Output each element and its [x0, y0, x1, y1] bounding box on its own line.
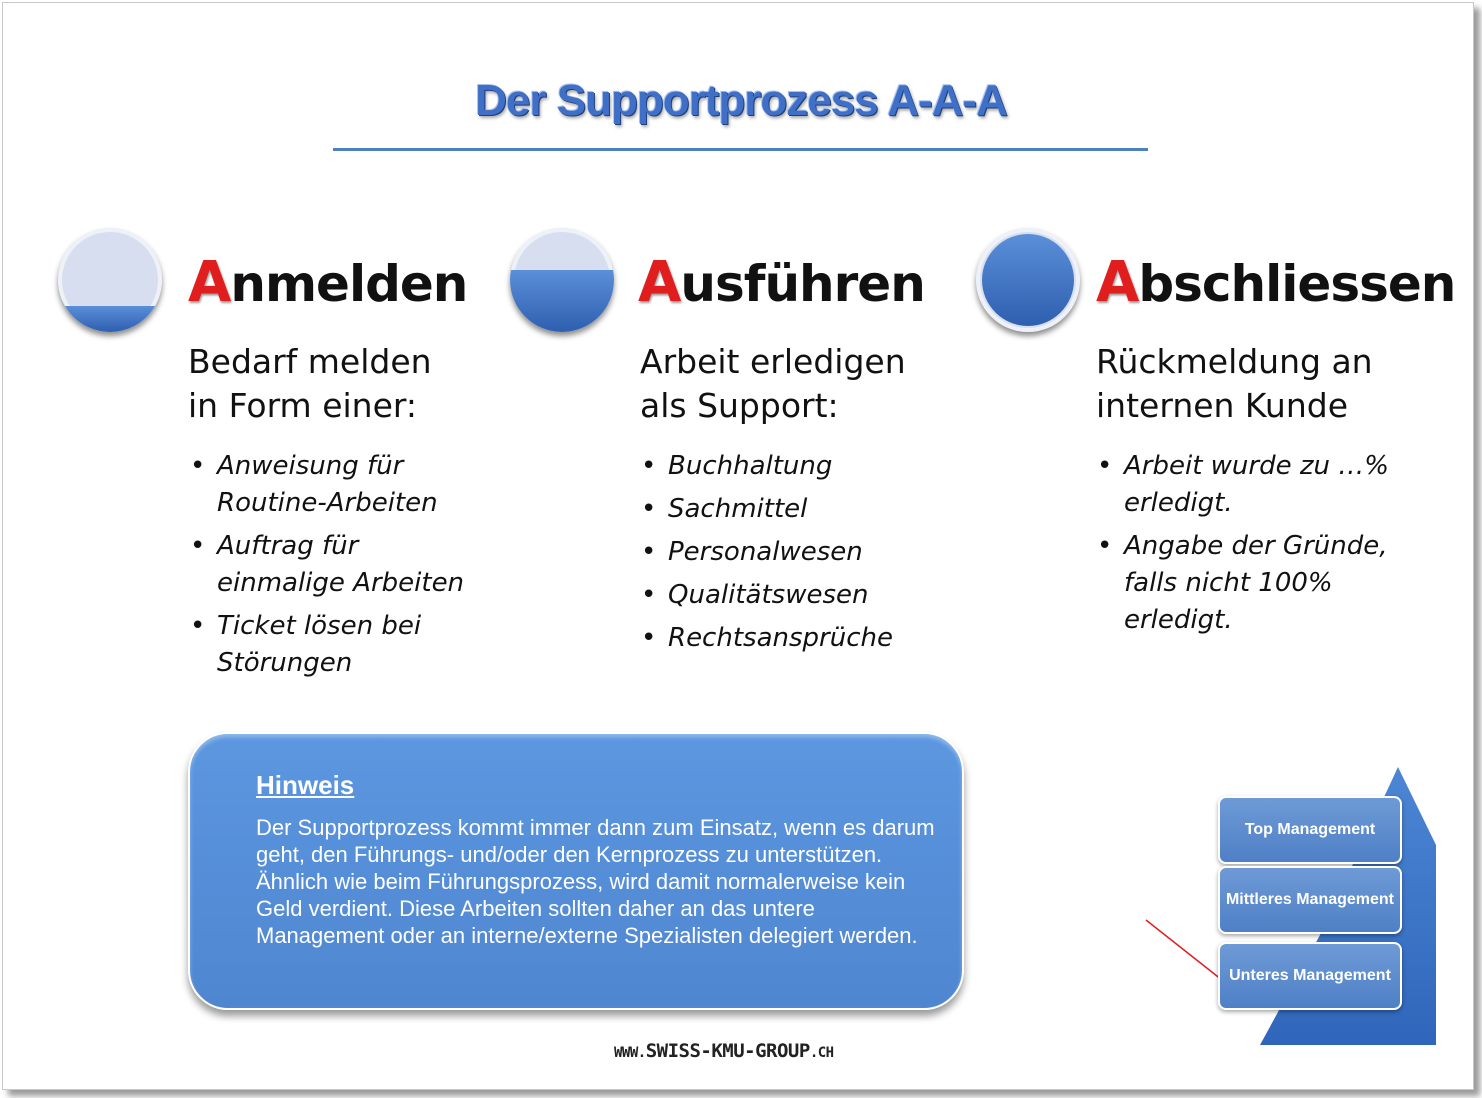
progress-circle-2: [510, 228, 614, 332]
page-title: Der Supportprozess A-A-A: [475, 76, 1007, 125]
step-heading-ausfuehren: [638, 250, 925, 315]
progress-circle-3: [976, 228, 1080, 332]
footer-prefix: WWW.: [614, 1045, 646, 1061]
step-subtitle: [640, 340, 906, 428]
step-initial-letter: A: [1096, 250, 1139, 315]
footer-domain: SWISS-KMU-GROUP: [645, 1040, 810, 1062]
step-bullet-list: [190, 448, 480, 688]
step-subtitle-line: in Form einer:: [188, 386, 417, 425]
step-heading-rest: bschliessen: [1138, 255, 1456, 313]
footer-website: [614, 1040, 834, 1062]
step-heading-rest: usführen: [680, 255, 925, 313]
hint-title: Hinweis: [256, 770, 355, 800]
step-heading-rest: nmelden: [230, 255, 468, 313]
hint-text: Der Supportprozess kommt immer dann zum Einsatz, wenn es darum geht, den Führungs- und/oder den Kernprozess zu unterstützen. Ähnlich wie beim Führungsprozess, wird damit normalerweise kein Geld verdient. Diese Arbeiten sollten daher an das untere Management oder an interne/externe Spezialisten delegiert werden.: [256, 815, 935, 948]
list-item: • Auftrag für einmalige Arbeiten: [190, 528, 480, 602]
progress-circle-1: [58, 228, 162, 332]
step-subtitle: [1096, 340, 1373, 428]
step-subtitle-line: als Support:: [640, 386, 839, 425]
list-item: • Arbeit wurde zu …% erledigt.: [1097, 448, 1397, 522]
progress-circle-fill: [510, 270, 614, 332]
step-heading-anmelden: [188, 250, 467, 315]
footer-suffix: .CH: [809, 1045, 834, 1061]
step-bullet-list: [1097, 448, 1397, 645]
step-bullet-list: [641, 448, 931, 663]
title-underline: [333, 148, 1148, 151]
step-subtitle: [188, 340, 432, 428]
list-item: • Buchhaltung: [641, 448, 931, 485]
list-item: • Sachmittel: [641, 491, 931, 528]
list-item: • Rechtsansprüche: [641, 620, 931, 657]
hint-box: [188, 732, 964, 1010]
pyramid-level-top: Top Management: [1218, 796, 1402, 864]
step-subtitle-line: internen Kunde: [1096, 386, 1349, 425]
step-subtitle-line: Rückmeldung an: [1096, 342, 1373, 381]
pyramid-level-lower: Unteres Management: [1218, 942, 1402, 1010]
progress-circle-fill: [58, 306, 162, 332]
pyramid-level-middle: Mittleres Management: [1218, 866, 1402, 934]
step-subtitle-line: Bedarf melden: [188, 342, 432, 381]
pointer-line: [1146, 920, 1222, 980]
step-initial-letter: A: [638, 250, 681, 315]
step-heading-abschliessen: [1096, 250, 1455, 315]
list-item: • Ticket lösen bei Störungen: [190, 608, 480, 682]
step-initial-letter: A: [188, 250, 231, 315]
list-item: • Personalwesen: [641, 534, 931, 571]
step-subtitle-line: Arbeit erledigen: [640, 342, 906, 381]
list-item: • Angabe der Gründe, falls nicht 100% erledigt.: [1097, 528, 1397, 639]
progress-circle-fill: [982, 234, 1074, 326]
list-item: • Anweisung für Routine-Arbeiten: [190, 448, 480, 522]
list-item: • Qualitätswesen: [641, 577, 931, 614]
